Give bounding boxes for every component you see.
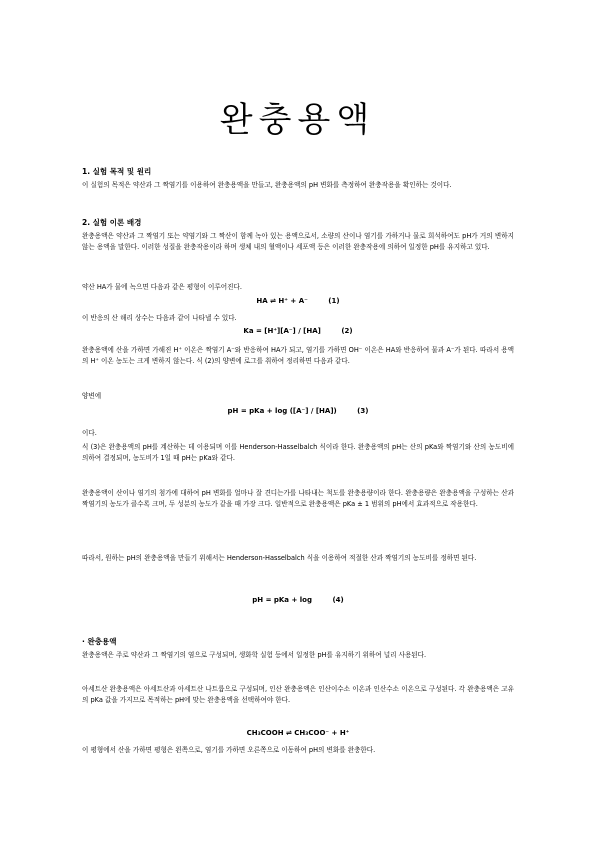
section2-paragraph-8: 완충용액이 산이나 염기의 첨가에 대하여 pH 변화를 얼마나 잘 견디는가를 나타내는 척도를 완충용량이라 한다. 완충용량은 완충용액을 구성하는 산과 짝염기의 농도가 클수록 크며, 두 성분의 농도가 같을 때 가장 크다. 일반적으로 완충용액은 pKa ± 1 범위의 pH에서 효과적으로 작용한다.	[82, 489, 514, 508]
equation-1-number: (1)	[328, 297, 340, 305]
section2-heading: 2. 실험 이론 배경	[82, 218, 142, 227]
section3-heading: · 완충용액	[82, 637, 117, 646]
section2-paragraph-6: 이다.	[82, 429, 97, 437]
section2-paragraph-1: 완충용액은 약산과 그 짝염기 또는 약염기와 그 짝산이 함께 녹아 있는 용액으로서, 소량의 산이나 염기를 가하거나 물로 희석하여도 pH가 거의 변하지 않는 용액을 말한다. 이러한 성질을 완충작용이라 하며 생체 내의 혈액이나 세포액 등은 이러한 완충작용에 의하여 일정한 pH를 유지하고 있다.	[82, 232, 514, 251]
equation-5: CH₃COOH ⇌ CH₃COO⁻ + H⁺	[246, 729, 350, 737]
document-title: 완충용액	[219, 100, 376, 140]
section3-paragraph-3: 이 평형에서 산을 가하면 평형은 왼쪽으로, 염기를 가하면 오른쪽으로 이동하여 pH의 변화를 완충한다.	[82, 746, 376, 754]
equation-3	[82, 407, 514, 415]
equation-2-number: (2)	[341, 327, 353, 335]
section3-paragraph-2: 아세트산 완충용액은 아세트산과 아세트산 나트륨으로 구성되며, 인산 완충용액은 인산이수소 이온과 인산수소 이온으로 구성된다. 각 완충용액은 고유의 pKa 값을 가지므로 목적하는 pH에 맞는 완충용액을 선택하여야 한다.	[82, 685, 514, 704]
equation-2	[82, 327, 514, 335]
equation-4-number: (4)	[332, 596, 344, 604]
equation-1-text: HA ⇌ H⁺ + A⁻	[256, 297, 308, 305]
section1-heading: 1. 실험 목적 및 원리	[82, 167, 152, 176]
section2-paragraph-9: 따라서, 원하는 pH의 완충용액을 만들기 위해서는 Henderson-Hasselbalch 식을 이용하여 적절한 산과 짝염기의 농도비를 정하면 된다.	[82, 554, 477, 562]
equation-2-text: Ka = [H⁺][A⁻] / [HA]	[243, 327, 321, 335]
section2-paragraph-7: 식 (3)은 완충용액의 pH를 계산하는 데 이용되며 이를 Henderson-Hasselbalch 식이라 한다. 완충용액의 pH는 산의 pKa와 짝염기와 산의 농도비에 의하여 결정되며, 농도비가 1일 때 pH는 pKa와 같다.	[82, 443, 514, 462]
equation-4-text: pH = pKa + log	[252, 596, 312, 604]
equation-4	[82, 596, 514, 607]
equation-3-number: (3)	[357, 407, 369, 415]
section2-paragraph-4: 완충용액에 산을 가하면 가해진 H⁺ 이온은 짝염기 A⁻와 반응하여 HA가 되고, 염기를 가하면 OH⁻ 이온은 HA와 반응하여 물과 A⁻가 된다. 따라서 용액의 H⁺ 이온 농도는 크게 변하지 않는다. 식 (2)의 양변에 로그를 취하여 정리하면 다음과 같다.	[82, 346, 514, 365]
section1-body: 이 실험의 목적은 약산과 그 짝염기를 이용하여 완충용액을 만들고, 완충용액의 pH 변화를 측정하여 완충작용을 확인하는 것이다.	[82, 181, 452, 189]
section3-paragraph-1: 완충용액은 주로 약산과 그 짝염기의 염으로 구성되며, 생화학 실험 등에서 일정한 pH를 유지하기 위하여 널리 사용된다.	[82, 651, 427, 659]
equation-3-text: pH = pKa + log ([A⁻] / [HA])	[227, 407, 337, 415]
equation-1	[82, 297, 514, 305]
section2-paragraph-5: 양변에	[82, 392, 102, 400]
section2-paragraph-3: 이 반응의 산 해리 상수는 다음과 같이 나타낼 수 있다.	[82, 314, 237, 322]
section2-paragraph-2: 약산 HA가 물에 녹으면 다음과 같은 평형이 이루어진다.	[82, 283, 242, 291]
